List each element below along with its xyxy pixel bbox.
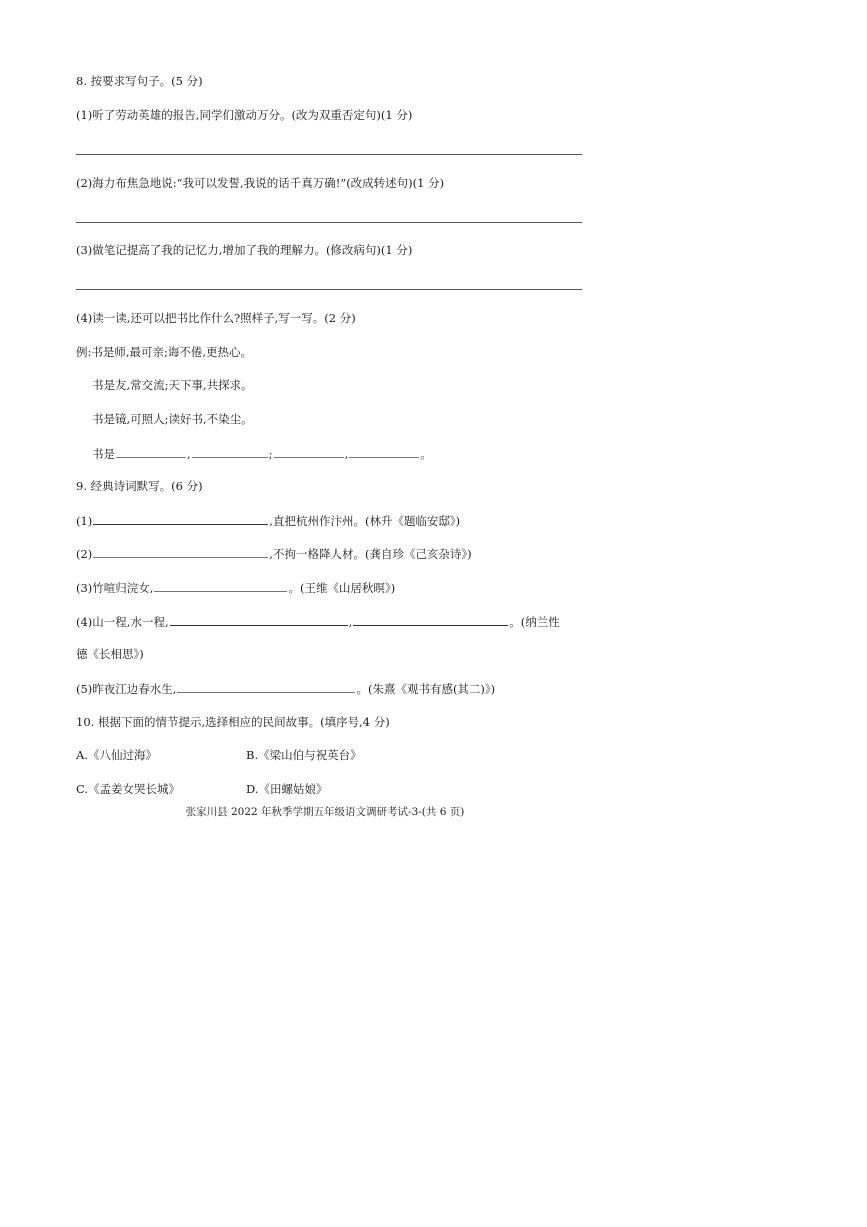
q9-title: 9. 经典诗词默写。(6 分) — [76, 479, 203, 493]
option-a: A.《八仙过海》 — [76, 748, 157, 762]
example-line-1: 例:书是师,最可亲;诲不倦,更热心。 — [76, 345, 253, 359]
fill-prefix: 书是 — [92, 447, 115, 461]
fill-blank-1[interactable] — [116, 445, 186, 458]
q9-item-4 — [76, 613, 560, 630]
q8-item-2: (2)海力布焦急地说:“我可以发誓,我说的话千真万确!”(改成转述句)(1 分) — [76, 176, 445, 190]
fill-sep-1: , — [187, 447, 191, 461]
poem-blank-2[interactable] — [93, 545, 268, 558]
answer-line-2[interactable] — [76, 222, 582, 223]
q9-item-4-continued: 德《长相思》) — [76, 647, 144, 661]
fill-blank-4[interactable] — [349, 445, 419, 458]
poem-blank-4a[interactable] — [170, 613, 348, 626]
poem-blank-3[interactable] — [154, 579, 287, 592]
fill-sep-2: ; — [268, 447, 273, 461]
option-b: B.《梁山伯与祝英台》 — [246, 748, 362, 762]
q9-item-1 — [76, 512, 460, 529]
answer-line-1[interactable] — [76, 154, 582, 155]
example-line-2: 书是友,常交流;天下事,共探求。 — [92, 378, 253, 392]
q8-title: 8. 按要求写句子。(5 分) — [76, 74, 203, 88]
fill-blank-2[interactable] — [192, 445, 268, 458]
poem-blank-4b[interactable] — [353, 613, 508, 626]
q9-item-5 — [76, 680, 495, 697]
poem-blank-1[interactable] — [93, 512, 268, 525]
q9-item-4-prefix: (4)山一程,水一程, — [76, 615, 169, 629]
option-c: C.《孟姜女哭长城》 — [76, 782, 181, 796]
q10-options-row-1 — [76, 747, 157, 763]
page-footer: 张家川县 2022 年秋季学期五年级语文调研考试-3-(共 6 页) — [185, 806, 465, 818]
q9-item-2 — [76, 545, 472, 562]
q9-item-1-number: (1) — [76, 514, 93, 528]
q9-item-5-prefix: (5)昨夜江边春水生, — [76, 682, 177, 696]
q10-options-row-2 — [76, 781, 180, 797]
fill-blank-3[interactable] — [274, 445, 344, 458]
q8-item-4: (4)读一读,还可以把书比作什么?照样子,写一写。(2 分) — [76, 311, 356, 325]
fill-sep-3: , — [344, 447, 349, 461]
q9-item-5-text: 。(朱熹《观书有感(其二)》) — [356, 682, 496, 696]
q9-item-1-text: ,直把杭州作汴州。(林升《题临安邸》) — [269, 514, 461, 528]
q9-item-2-number: (2) — [76, 547, 93, 561]
q9-item-3-prefix: (3)竹喧归浣女, — [76, 581, 154, 595]
q9-item-4-sep: , — [348, 615, 353, 629]
q9-item-2-text: ,不拘一格降人材。(龚自珍《己亥杂诗》) — [269, 547, 472, 561]
answer-line-3[interactable] — [76, 289, 582, 290]
q9-item-3-text: 。(王维《山居秋暝》) — [288, 581, 396, 595]
poem-blank-5[interactable] — [177, 680, 355, 693]
q9-item-3 — [76, 579, 395, 596]
example-line-3: 书是镜,可照人;读好书,不染尘。 — [92, 412, 253, 426]
option-d: D.《田螺姑娘》 — [246, 782, 328, 796]
fill-end: 。 — [420, 447, 432, 461]
q9-item-4-text: 。(纳兰性 — [509, 615, 560, 629]
fill-in-line — [92, 445, 432, 462]
q8-item-3: (3)做笔记提高了我的记忆力,增加了我的理解力。(修改病句)(1 分) — [76, 243, 413, 257]
q8-item-1: (1)听了劳动英雄的报告,同学们激动万分。(改为双重否定句)(1 分) — [76, 108, 413, 122]
q10-title: 10. 根据下面的情节提示,选择相应的民间故事。(填序号,4 分) — [76, 715, 390, 729]
